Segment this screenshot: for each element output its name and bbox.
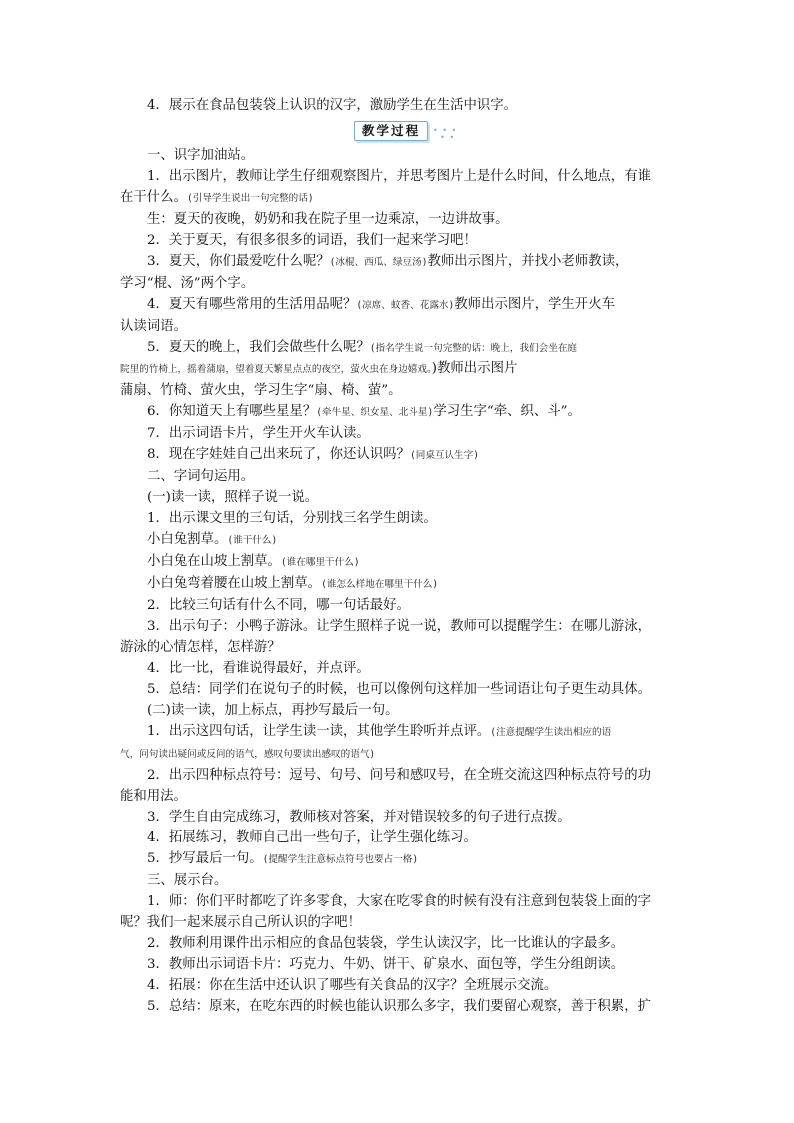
- text-line: [120, 976, 676, 997]
- dots-decoration-icon: • • • • •: [433, 125, 458, 142]
- line-text: 1．师：你们平时都吃了许多零食，大家在吃零食的时候有没有注意到包装袋上面的字: [147, 894, 651, 910]
- line-text: 4．拓展：你在生活中还认识了哪些有关食品的汉字？全班展示交流。: [147, 978, 558, 994]
- annotation-note: 气，问句读出疑问或反问的语气，感叹句要读出感叹的语气): [120, 748, 376, 760]
- text-line: [120, 997, 676, 1018]
- annotation-note: (谁干什么): [227, 535, 278, 547]
- line-text: 4．拓展练习，教师自己出一些句子，让学生强化练习。: [147, 830, 477, 846]
- text-line: [120, 381, 676, 402]
- annotation-note: (同桌互认生字): [409, 450, 480, 462]
- text-line: [120, 167, 676, 188]
- line-text: 能和用法。: [120, 788, 187, 804]
- text-line: [120, 509, 676, 530]
- text-line: [120, 574, 676, 596]
- line-text: 三、展示台。: [147, 873, 228, 889]
- line-text: 7．出示词语卡片，学生开火车认读。: [147, 426, 370, 442]
- line-text: 5．总结：同学们在说句子的时候，也可以像例句这样加一些词语让句子更生动具体。: [147, 681, 651, 697]
- annotation-note: (凉席、蚊香、花露水): [356, 299, 455, 311]
- text-line: [120, 617, 676, 638]
- line-text: (二)读一读，加上标点，再抄写最后一句。: [147, 702, 399, 718]
- text-line: [120, 96, 676, 117]
- text-line: [120, 701, 676, 722]
- line-text: 认读词语。: [120, 318, 187, 334]
- text-line: [120, 766, 676, 787]
- line-text: 1．出示这四句话，让学生读一读，其他学生聆听并点评。: [147, 723, 491, 739]
- line-text-after: 学习生字“牵、织、斗”。: [433, 404, 581, 420]
- line-text: 游泳的心情怎样，怎样游？: [120, 639, 281, 655]
- line-text: 1．出示图片，教师让学生仔细观察图片，并思考图片上是什么时间，什么地点，有谁: [147, 168, 651, 184]
- text-line: [120, 934, 676, 955]
- text-line: [120, 787, 676, 808]
- text-line: [120, 402, 676, 424]
- line-text: 3．教师出示词语卡片：巧克力、牛奶、饼干、矿泉水、面包等，学生分组朗读。: [147, 957, 625, 973]
- text-line: [120, 638, 676, 659]
- line-text: 小白兔割草。: [147, 532, 228, 548]
- text-line: [120, 530, 676, 552]
- line-text: 3．夏天，你们最爱吃什么呢？: [147, 253, 330, 269]
- annotation-note: (谁怎么样地在哪里干什么): [321, 579, 439, 591]
- line-text: 生：夏天的夜晚，奶奶和我在院子里一边乘凉，一边讲故事。: [147, 211, 509, 227]
- text-line: [120, 488, 676, 509]
- line-text: 一、识字加油站。: [147, 147, 255, 163]
- text-line: [120, 955, 676, 976]
- line-text: 5．抄写最后一句。: [147, 851, 263, 867]
- line-text: 5．夏天的晚上，我们会做些什么呢？: [147, 339, 370, 355]
- line-text: 在干什么。: [120, 189, 187, 205]
- line-text: 2．出示四种标点符号：逗号、句号、问号和感叹号，在全班交流这四种标点符号的功: [147, 767, 651, 783]
- text-line: [120, 231, 676, 252]
- line-text: 小白兔弯着腰在山坡上割草。: [147, 576, 322, 592]
- line-text: 2．关于夏天，有很多很多的词语，我们一起来学习吧！: [147, 232, 477, 248]
- line-text: (一)读一读，照样子说一说。: [147, 490, 319, 506]
- annotation-note: (引导学生说出一句完整的话): [186, 192, 314, 204]
- text-line: [120, 210, 676, 231]
- line-text: 学习“棍、汤”两个字。: [120, 275, 255, 291]
- annotation-note: 院里的竹椅上，摇着蒲扇，望着夏天繁星点点的夜空，萤火虫在身边嬉戏。: [120, 364, 432, 376]
- line-text: 4．比一比，看谁说得最好，并点评。: [147, 660, 370, 676]
- text-line: [120, 808, 676, 829]
- text-line: [120, 445, 676, 467]
- text-line: [120, 722, 676, 744]
- text-line: [120, 467, 676, 488]
- line-text-after: )教师出示图片: [431, 361, 518, 377]
- line-text: 8．现在字娃娃自己出来玩了，你还认识吗？: [147, 447, 410, 463]
- text-line: [120, 252, 676, 274]
- text-line: [120, 146, 676, 167]
- line-text: 3．出示句子：小鸭子游泳。让学生照样子说一说，教师可以提醒学生：在哪儿游泳，: [147, 618, 651, 634]
- line-text: 1．出示课文里的三句话，分别找三名学生朗读。: [147, 511, 437, 527]
- annotation-note: (指名学生说一句完整的话：晚上，我们会坐在庭: [369, 342, 578, 354]
- line-text: 2．比较三句话有什么不同，哪一句话最好。: [147, 597, 410, 613]
- text-line: [120, 188, 676, 210]
- text-line: [120, 871, 676, 892]
- text-line: [120, 552, 676, 574]
- line-text: 小白兔在山坡上割草。: [147, 554, 281, 570]
- line-text-after: 教师出示图片，学生开火车: [454, 296, 615, 312]
- line-text-after: 教师出示图片，并找小老师教读，: [427, 253, 629, 269]
- text-line: [120, 359, 676, 381]
- section-heading: [120, 119, 676, 145]
- text-line: [120, 892, 676, 913]
- line-text: 5．总结：原来，在吃东西的时候也能认识那么多字，我们要留心观察，善于积累，扩: [147, 999, 651, 1015]
- line-text: 6．你知道天上有哪些星星？: [147, 404, 317, 420]
- annotation-note: (注意提醒学生读出相应的语: [490, 726, 612, 738]
- text-line: [120, 680, 676, 701]
- text-line: [120, 338, 676, 360]
- text-line: [120, 424, 676, 445]
- text-line: [120, 849, 676, 871]
- annotation-note: (提醒学生注意标点符号也要占一格): [262, 854, 419, 866]
- document-body: [120, 96, 676, 1018]
- annotation-note: (冰棍、西瓜、绿豆汤): [329, 256, 428, 268]
- text-line: [120, 744, 676, 766]
- text-line: [120, 317, 676, 338]
- annotation-note: (谁在哪里干什么): [280, 557, 360, 569]
- line-text: 蒲扇、竹椅、萤火虫，学习生字“扇、椅、萤”。: [120, 383, 402, 399]
- text-line: [120, 596, 676, 617]
- text-line: [120, 659, 676, 680]
- line-text: 4．展示在食品包装袋上认识的汉字，激励学生在生活中识字。: [147, 98, 518, 113]
- section-title: 教学过程: [354, 121, 428, 141]
- text-line: [120, 913, 676, 934]
- line-text: 2．教师利用课件出示相应的食品包装袋，学生认读汉字，比一比谁认的字最多。: [147, 936, 625, 952]
- line-text: 二、字词句运用。: [147, 469, 255, 485]
- text-line: [120, 274, 676, 295]
- text-line: [120, 295, 676, 317]
- line-text: 呢？我们一起来展示自己所认识的字吧！: [120, 915, 362, 931]
- line-text: 4．夏天有哪些常用的生活用品呢？: [147, 296, 357, 312]
- annotation-note: (牵牛星、织女星、北斗星): [316, 407, 434, 419]
- text-line: [120, 828, 676, 849]
- line-text: 3．学生自由完成练习，教师核对答案，并对错误较多的句子进行点拨。: [147, 809, 571, 825]
